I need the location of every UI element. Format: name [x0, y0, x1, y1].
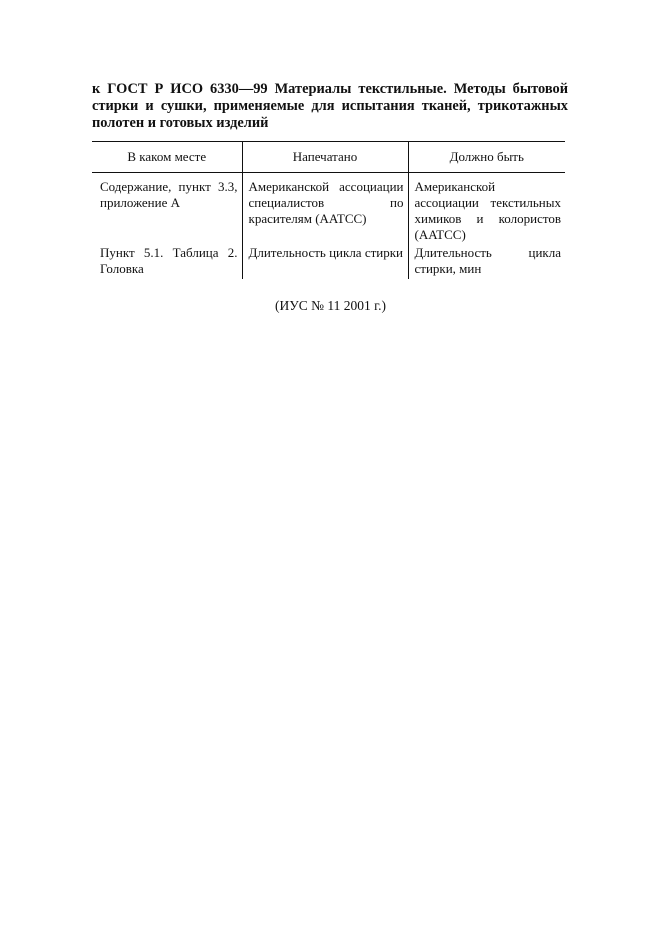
table-header-row	[92, 142, 565, 173]
cell-correct: Американской ассоциации текстильных химиков и колористов (AATCC)	[408, 173, 565, 244]
column-header-printed: Напечатано	[242, 142, 408, 173]
cell-location: Содержание, пункт 3.3, приложение А	[100, 179, 238, 210]
table-row	[92, 243, 565, 279]
cell-location: Пункт 5.1. Таблица 2. Головка	[100, 245, 238, 276]
column-header-correct: Должно быть	[408, 142, 565, 173]
errata-title: к ГОСТ Р ИСО 6330—99 Материалы текстильные. Методы бытовой стирки и сушки, применяемые для испытания тканей, трикотажных полотен и готовых изделий	[92, 81, 568, 131]
cell-printed: Длительность цикла стирки	[242, 243, 408, 279]
cell-correct: Длительность цикла стирки, мин	[408, 243, 565, 279]
column-header-location: В каком месте	[92, 142, 242, 173]
errata-table	[92, 141, 565, 279]
cell-printed: Американской ассоциации специалистов по красителям (AATCC)	[242, 173, 408, 244]
table-row	[92, 173, 565, 244]
source-reference: (ИУС № 11 2001 г.)	[274, 298, 387, 313]
